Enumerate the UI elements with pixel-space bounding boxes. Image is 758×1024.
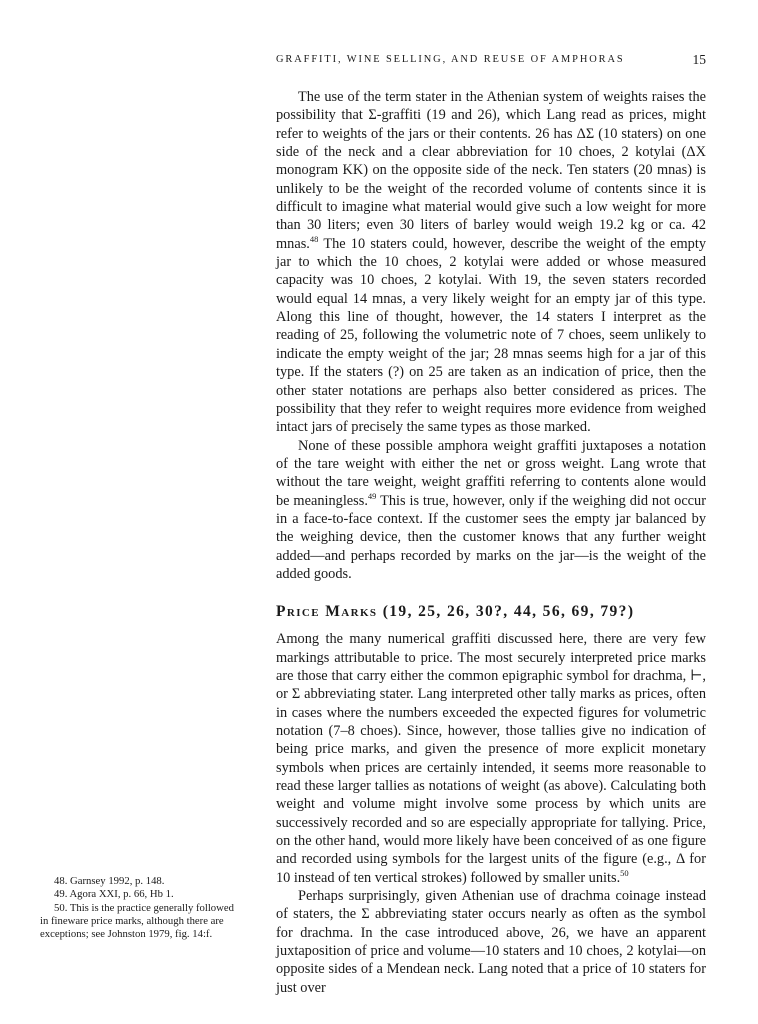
paragraph-text-continued: The 10 staters could, however, describe the weight of the empty jar to which the 10 choes, 2 kotylai were added or whose measured capacity was 10 choes, 2 kotylai. With 19, the seven staters recorded would equal 14 mnas, a very likely weight for an empty jar of this type. Along this line of thought, however, the 14 staters I interpret as the reading of 25, following the volumetric note of 7 choes, seem unlikely to indicate the empty weight of the jar; 28 mnas seems high for a jar of this type. If the staters (?) on 25 are taken as an indication of price, then the other stater notations are perhaps also better considered as prices. The possibility that they refer to weight requires more evidence from weighed intact jars of precisely the same types as those marked. xyxy=(276,235,707,436)
paragraph-text: Perhaps surprisingly, given Athenian use of drachma coinage instead of staters, the Σ abbreviating stater occurs nearly as often as the symbol for drachma. In the case introduced above, 26, we have an apparent juxtaposition of price and volume—10 staters and 10 choes, 2 kotylai—on opposite sides of a Mendean neck. Lang noted that a price of 10 staters for just over xyxy=(276,888,706,996)
footnote-ref: 48 xyxy=(309,233,319,244)
main-text xyxy=(276,88,706,997)
footnote: 48. Garnsey 1992, p. 148. xyxy=(54,875,165,887)
running-head xyxy=(276,54,706,70)
section-heading: Price Marks (19, 25, 26, 30?, 44, 56, 69, 79?) xyxy=(276,603,635,621)
paragraph-text: The use of the term stater in the Athenian system of weights raises the possibility that Σ-graffiti (19 and 26), which Lang read as prices, might refer to weights of the jars or their contents. 26 has ΔΣ (10 staters) on one side of the neck and a clear abbreviation for 10 choes, 2 kotylai (ΔX monogram KK) on the opposite side of the neck. Ten staters (20 mnas) is unlikely to be the weight of the recorded volume of contents since it is difficult to imagine what material would give such a low weight for more than 30 liters; even 30 liters of barley would weigh 19.2 kg or ca. 42 mnas. xyxy=(276,89,706,252)
paragraph xyxy=(276,88,706,437)
page-number: 15 xyxy=(692,52,706,67)
footnote-ref: 49 xyxy=(367,490,377,501)
paragraph xyxy=(276,437,706,584)
paragraph-text: Among the many numerical graffiti discussed here, there are very few markings attributable to price. The most securely interpreted price marks are those that carry either the common epigraphic symbol for drachma, ⊢, or Σ abbreviating stater. Lang interpreted other tally marks as prices, often in cases where the numbers exceeded the expected figures for volumetric notation (7–8 choes). Since, however, those tallies give no indication of being price marks, and given the presence of more explicit monetary symbols when prices are certainly intended, it seems more reasonable to read these larger tallies as notations of weight (as above). Calculating both weight and volume might involve some process by which units are successively recorded and so are especially appropriate for tallying. Price, on the other hand, would more likely have been conceived of as one figure and recorded using symbols for the largest units of the figure (e.g., Δ for 10 instead of ten vertical strokes) followed by smaller units. xyxy=(276,631,706,886)
paragraph xyxy=(276,887,706,997)
footnotes xyxy=(40,875,234,941)
footnote: 49. Agora XXI, p. 66, Hb 1. xyxy=(54,888,174,901)
running-head-title: GRAFFITI, WINE SELLING, AND REUSE OF AMPHORAS xyxy=(276,54,625,65)
paragraph-text: None of these possible amphora weight graffiti juxtaposes a notation of the tare weight with either the net or gross weight. Lang wrote that without the tare weight, weight graffiti referring to contents alone would be meaningless. xyxy=(276,437,706,509)
paragraph-text-continued: This is true, however, only if the weighing did not occur in a face-to-face context. If the customer sees the empty jar balanced by the weighing device, then the customer knows that any further weight added—and perhaps recorded by marks on the jar—is the weight of the added goods. xyxy=(276,492,706,582)
footnote-ref: 50 xyxy=(620,867,629,878)
paragraph xyxy=(276,630,706,887)
footnote: 50. This is the practice generally followed in fineware price marks, although there are exceptions; see Johnston 1979, fig. 14:f. xyxy=(40,901,234,941)
